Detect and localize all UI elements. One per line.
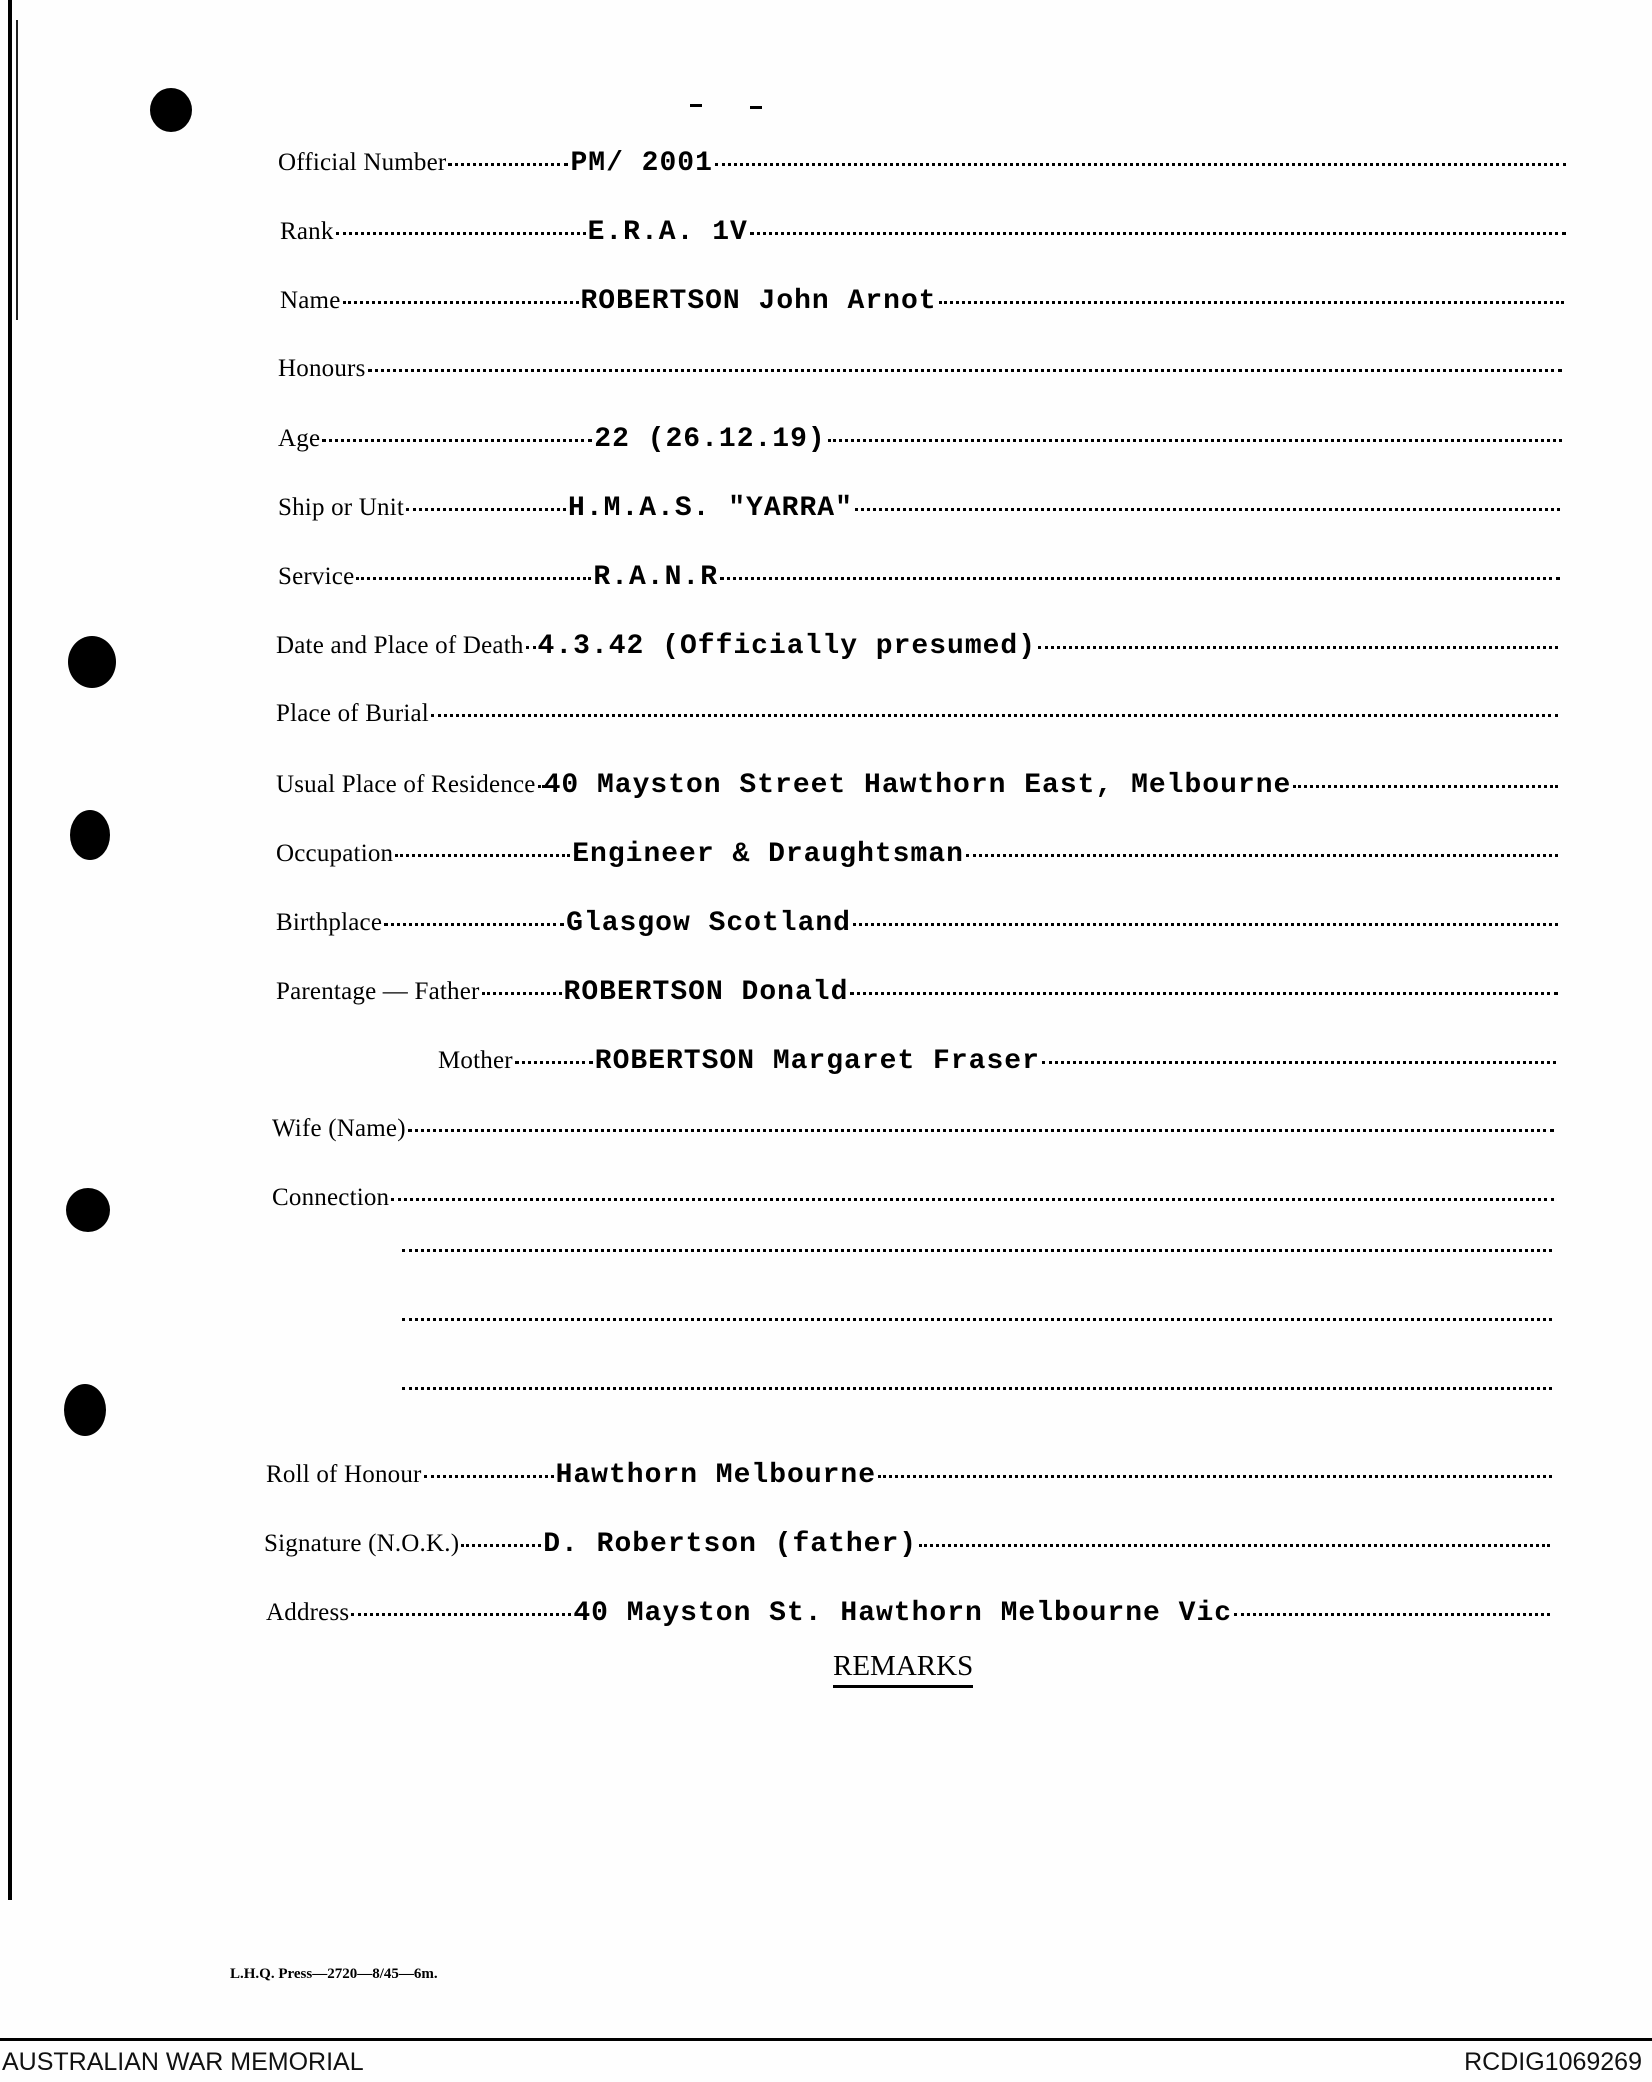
leader-dots (336, 232, 586, 235)
row-occupation (276, 839, 1560, 870)
age-label: Age (278, 425, 321, 452)
leader-dots (402, 1318, 1552, 1321)
leader-dots (356, 577, 591, 580)
date-place-death-label: Date and Place of Death (276, 632, 524, 659)
row-connection-blank (400, 1391, 1554, 1394)
row-service (278, 562, 1562, 593)
father-value: ROBERTSON Donald (563, 977, 849, 1008)
father-label: Parentage — Father (276, 978, 480, 1005)
remarks-heading: REMARKS (833, 1650, 973, 1688)
date-place-death-value: 4.3.42 (Officially presumed) (537, 631, 1037, 662)
leader-dots (828, 439, 1562, 442)
residence-label: Usual Place of Residence (276, 771, 536, 798)
leader-dots (1293, 785, 1558, 788)
punch-hole (66, 1188, 110, 1232)
honours-label: Honours (278, 355, 366, 382)
punch-hole (150, 88, 192, 132)
leader-dots (408, 1129, 1554, 1132)
leader-dots (482, 992, 562, 995)
footer-divider (0, 2038, 1652, 2041)
address-value: 40 Mayston St. Hawthorn Melbourne Vic (573, 1598, 1233, 1629)
rank-value: E.R.A. 1V (587, 217, 748, 248)
name-label: Name (280, 287, 341, 314)
row-signature (264, 1529, 1552, 1560)
row-age (278, 424, 1564, 455)
rank-label: Rank (280, 218, 334, 245)
leader-dots (1042, 1061, 1556, 1064)
punch-hole (68, 636, 116, 688)
leader-dots (850, 992, 1558, 995)
leader-dots (515, 1061, 593, 1064)
row-connection-blank (400, 1322, 1554, 1325)
punch-hole (64, 1384, 106, 1436)
leader-dots (1234, 1613, 1550, 1616)
leader-dots (853, 923, 1558, 926)
row-birthplace (276, 908, 1560, 939)
row-honours (278, 355, 1564, 383)
row-name (280, 286, 1566, 317)
row-place-of-burial (276, 700, 1560, 728)
leader-dots (395, 854, 570, 857)
leader-dots (750, 232, 1566, 235)
scan-edge (8, 0, 12, 1900)
birthplace-label: Birthplace (276, 909, 383, 936)
official-number-value: PM/ 2001 (570, 148, 713, 179)
scan-mark (690, 104, 702, 107)
leader-dots (715, 163, 1566, 166)
footer-institution: AUSTRALIAN WAR MEMORIAL (2, 2048, 364, 2076)
leader-dots (919, 1544, 1550, 1547)
leader-dots (878, 1475, 1552, 1478)
leader-dots (966, 854, 1558, 857)
signature-value: D. Robertson (father) (543, 1529, 918, 1560)
leader-dots (448, 163, 568, 166)
signature-label: Signature (N.O.K.) (264, 1530, 460, 1557)
row-mother (438, 1046, 1558, 1077)
address-label: Address (266, 1599, 350, 1626)
place-of-burial-label: Place of Burial (276, 700, 429, 727)
mother-label: Mother (438, 1047, 513, 1074)
leader-dots (461, 1544, 541, 1547)
ship-or-unit-value: H.M.A.S. "YARRA" (568, 493, 853, 524)
row-roll-of-honour (266, 1460, 1554, 1491)
leader-dots (384, 923, 564, 926)
punch-hole (70, 810, 110, 860)
row-official-number (278, 148, 1568, 179)
leader-dots (402, 1387, 1552, 1390)
leader-dots (431, 714, 1558, 717)
age-value: 22 (26.12.19) (594, 424, 826, 455)
service-label: Service (278, 563, 355, 590)
leader-dots (720, 577, 1560, 580)
leader-dots (368, 369, 1562, 372)
leader-dots (424, 1475, 554, 1478)
name-value: ROBERTSON John Arnot (580, 286, 937, 317)
row-connection-blank (400, 1253, 1554, 1256)
leader-dots (351, 1613, 571, 1616)
row-connection (272, 1184, 1556, 1212)
leader-dots (406, 508, 566, 511)
row-rank (280, 217, 1568, 248)
leader-dots (402, 1249, 1552, 1252)
scan-edge-inner (16, 20, 18, 320)
row-wife (272, 1115, 1556, 1143)
birthplace-value: Glasgow Scotland (566, 908, 851, 939)
row-address (266, 1598, 1552, 1629)
occupation-label: Occupation (276, 840, 394, 867)
leader-dots (855, 508, 1560, 511)
leader-dots (391, 1198, 1554, 1201)
roll-of-honour-label: Roll of Honour (266, 1461, 422, 1488)
row-date-place-death (276, 631, 1560, 662)
leader-dots (939, 301, 1564, 304)
service-value: R.A.N.R (593, 562, 718, 593)
row-ship-or-unit (278, 493, 1562, 524)
footer-record-id: RCDIG1069269 (1464, 2048, 1642, 2076)
leader-dots (322, 439, 592, 442)
leader-dots (343, 301, 579, 304)
row-father (276, 977, 1560, 1008)
ship-or-unit-label: Ship or Unit (278, 494, 405, 521)
leader-dots (526, 646, 536, 649)
row-residence (276, 770, 1560, 801)
official-number-label: Official Number (278, 149, 447, 176)
leader-dots (1038, 646, 1558, 649)
wife-label: Wife (Name) (272, 1115, 406, 1142)
mother-value: ROBERTSON Margaret Fraser (594, 1046, 1040, 1077)
leader-dots (538, 785, 542, 788)
print-code: L.H.Q. Press—2720—8/45—6m. (230, 1966, 438, 1982)
residence-value: 40 Mayston Street Hawthorn East, Melbourne (543, 770, 1292, 801)
occupation-value: Engineer & Draughtsman (572, 839, 964, 870)
connection-label: Connection (272, 1184, 390, 1211)
scan-mark (750, 106, 762, 109)
roll-of-honour-value: Hawthorn Melbourne (555, 1460, 877, 1491)
